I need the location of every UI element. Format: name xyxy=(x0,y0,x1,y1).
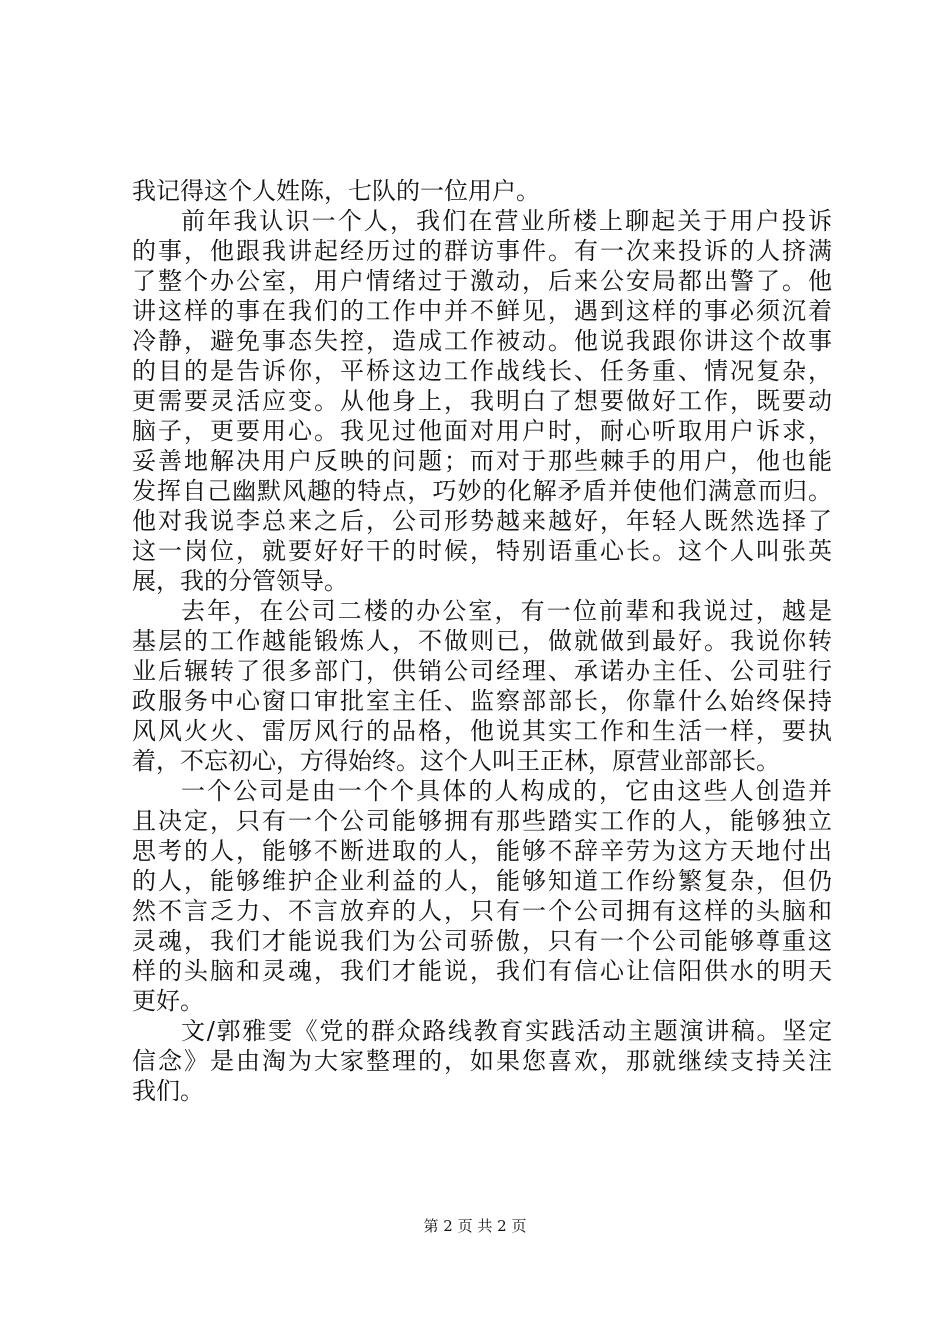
text-line: 冷静，避免事态失控，造成工作被动。他说我跟你讲这个故事 xyxy=(132,327,832,355)
body-text xyxy=(132,176,832,1106)
text-line: 我记得这个人姓陈，七队的一位用户。 xyxy=(132,177,540,205)
text-line: 一个公司是由一个个具体的人构成的，它由这些人创造并 xyxy=(181,777,832,805)
text-line: 的目的是告诉你，平桥这边工作战线长、任务重、情况复杂， xyxy=(132,357,832,385)
text-line: 的人，能够维护企业利益的人，能够知道工作纷繁复杂，但仍 xyxy=(132,867,832,895)
text-line: 且决定，只有一个公司能够拥有那些踏实工作的人，能够独立 xyxy=(132,807,832,835)
text-line: 妥善地解决用户反映的问题；而对于那些棘手的用户，他也能 xyxy=(132,447,832,475)
text-line: 然不言乏力、不言放弃的人，只有一个公司拥有这样的头脑和 xyxy=(132,897,832,925)
text-line: 展，我的分管领导。 xyxy=(132,567,348,595)
text-line: 发挥自己幽默风趣的特点，巧妙的化解矛盾并使他们满意而归。 xyxy=(132,477,832,505)
text-line: 基层的工作越能锻炼人，不做则已，做就做到最好。我说你转 xyxy=(132,627,832,655)
text-line: 思考的人，能够不断进取的人，能够不辞辛劳为这方天地付出 xyxy=(132,837,832,865)
text-line: 的事，他跟我讲起经历过的群访事件。有一次来投诉的人挤满 xyxy=(132,237,832,265)
text-line: 政服务中心窗口审批室主任、监察部部长，你靠什么始终保持 xyxy=(132,687,832,715)
text-line: 更好。 xyxy=(132,987,204,1015)
page-footer: 第 2 页 共 2 页 xyxy=(423,1217,527,1235)
text-line: 着，不忘初心，方得始终。这个人叫王正林，原营业部部长。 xyxy=(132,747,780,775)
text-line: 信念》是由淘为大家整理的，如果您喜欢，那就继续支持关注 xyxy=(132,1047,832,1075)
text-line: 灵魂，我们才能说我们为公司骄傲，只有一个公司能够尊重这 xyxy=(132,927,832,955)
text-line: 这一岗位，就要好好干的时候，特别语重心长。这个人叫张英 xyxy=(132,537,832,565)
text-line: 前年我认识一个人，我们在营业所楼上聊起关于用户投诉 xyxy=(181,207,832,235)
text-line: 风风火火、雷厉风行的品格，他说其实工作和生活一样，要执 xyxy=(132,717,832,745)
text-line: 文/郭雅雯《党的群众路线教育实践活动主题演讲稿。坚定 xyxy=(181,1017,832,1045)
text-line: 去年，在公司二楼的办公室，有一位前辈和我说过，越是 xyxy=(181,597,832,625)
text-line: 更需要灵活应变。从他身上，我明白了想要做好工作，既要动 xyxy=(132,387,832,415)
text-line: 他对我说李总来之后，公司形势越来越好，年轻人既然选择了 xyxy=(132,507,832,535)
text-line: 我们。 xyxy=(132,1077,204,1105)
text-line: 脑子，更要用心。我见过他面对用户时，耐心听取用户诉求， xyxy=(132,417,832,445)
text-line: 业后辗转了很多部门，供销公司经理、承诺办主任、公司驻行 xyxy=(132,657,832,685)
text-line: 了整个办公室，用户情绪过于激动，后来公安局都出警了。他 xyxy=(132,267,832,295)
text-line: 讲这样的事在我们的工作中并不鲜见，遇到这样的事必须沉着 xyxy=(132,297,832,325)
text-line: 样的头脑和灵魂，我们才能说，我们有信心让信阳供水的明天 xyxy=(132,957,832,985)
